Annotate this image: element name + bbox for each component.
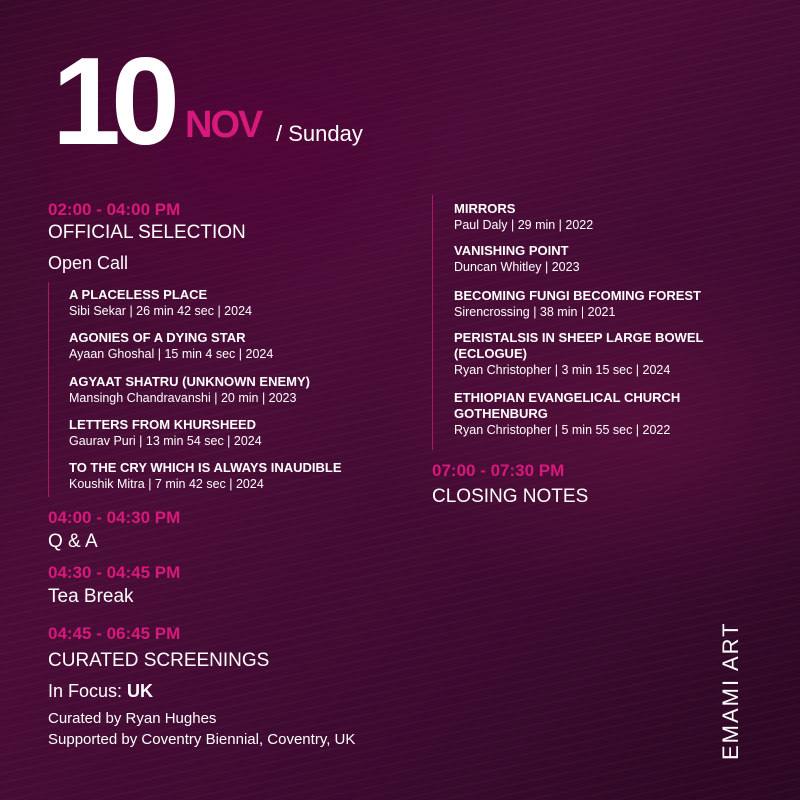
film-meta: Mansingh Chandravanshi | 20 min | 2023 xyxy=(69,391,297,405)
film-title: ETHIOPIAN EVANGELICAL CHURCH xyxy=(454,390,681,405)
curated-title: CURATED SCREENINGS xyxy=(48,650,270,671)
film-meta: Sibi Sekar | 26 min 42 sec | 2024 xyxy=(69,304,252,318)
film-title: AGYAAT SHATRU (UNKNOWN ENEMY) xyxy=(69,374,310,389)
tea-time: 04:30 - 04:45 PM xyxy=(48,563,181,582)
film-entry xyxy=(454,243,580,275)
brand-wordmark: EMAMI ART xyxy=(718,621,743,760)
film-title-continued: (ECLOGUE) xyxy=(454,346,527,361)
film-title: MIRRORS xyxy=(454,201,516,216)
curated-time: 04:45 - 06:45 PM xyxy=(48,624,181,643)
film-meta: Koushik Mitra | 7 min 42 sec | 2024 xyxy=(69,477,264,491)
film-meta: Paul Daly | 29 min | 2022 xyxy=(454,218,594,232)
film-title: AGONIES OF A DYING STAR xyxy=(69,330,246,345)
film-title-continued: GOTHENBURG xyxy=(454,406,548,421)
official-title: OFFICIAL SELECTION xyxy=(48,222,246,243)
film-entry xyxy=(454,201,593,233)
curator-credit: Curated by Ryan Hughes xyxy=(48,710,217,727)
qa-time: 04:00 - 04:30 PM xyxy=(48,508,181,527)
film-meta: Ryan Christopher | 3 min 15 sec | 2024 xyxy=(454,363,671,377)
film-title: VANISHING POINT xyxy=(454,243,569,258)
film-entry xyxy=(69,374,310,406)
curated-film-list xyxy=(432,195,733,450)
curated-focus xyxy=(48,682,153,700)
support-credit: Supported by Coventry Biennial, Coventry, UK xyxy=(48,731,356,748)
qa-title: Q & A xyxy=(48,531,98,552)
film-entry xyxy=(69,287,252,319)
film-title: LETTERS FROM KHURSHEED xyxy=(69,417,257,432)
film-meta: Ayaan Ghoshal | 15 min 4 sec | 2024 xyxy=(69,347,274,361)
film-entry xyxy=(69,330,273,362)
film-title: PERISTALSIS IN SHEEP LARGE BOWEL xyxy=(454,330,704,345)
film-entry xyxy=(454,330,703,378)
focus-value: UK xyxy=(127,681,154,701)
film-title: A PLACELESS PLACE xyxy=(69,287,208,302)
month-label: NOV xyxy=(185,104,262,146)
official-time: 02:00 - 04:00 PM xyxy=(48,200,181,219)
tea-title: Tea Break xyxy=(48,586,134,607)
film-entry xyxy=(454,390,680,438)
film-entry xyxy=(454,288,701,320)
closing-title: CLOSING NOTES xyxy=(432,486,589,507)
film-entry xyxy=(69,417,262,449)
official-subtitle: Open Call xyxy=(48,253,129,273)
weekday-label: / Sunday xyxy=(276,121,363,146)
film-title: TO THE CRY WHICH IS ALWAYS INAUDIBLE xyxy=(69,460,342,475)
film-entry xyxy=(69,460,342,492)
focus-label: In Focus: xyxy=(48,681,123,701)
film-meta: Ryan Christopher | 5 min 55 sec | 2022 xyxy=(454,423,671,437)
official-film-list xyxy=(48,282,379,497)
film-meta: Duncan Whitley | 2023 xyxy=(454,260,580,274)
film-title: BECOMING FUNGI BECOMING FOREST xyxy=(454,288,701,303)
film-meta: Sirencrossing | 38 min | 2021 xyxy=(454,305,616,319)
day-number: 10 xyxy=(52,33,170,171)
closing-time: 07:00 - 07:30 PM xyxy=(432,461,565,480)
film-meta: Gaurav Puri | 13 min 54 sec | 2024 xyxy=(69,434,262,448)
